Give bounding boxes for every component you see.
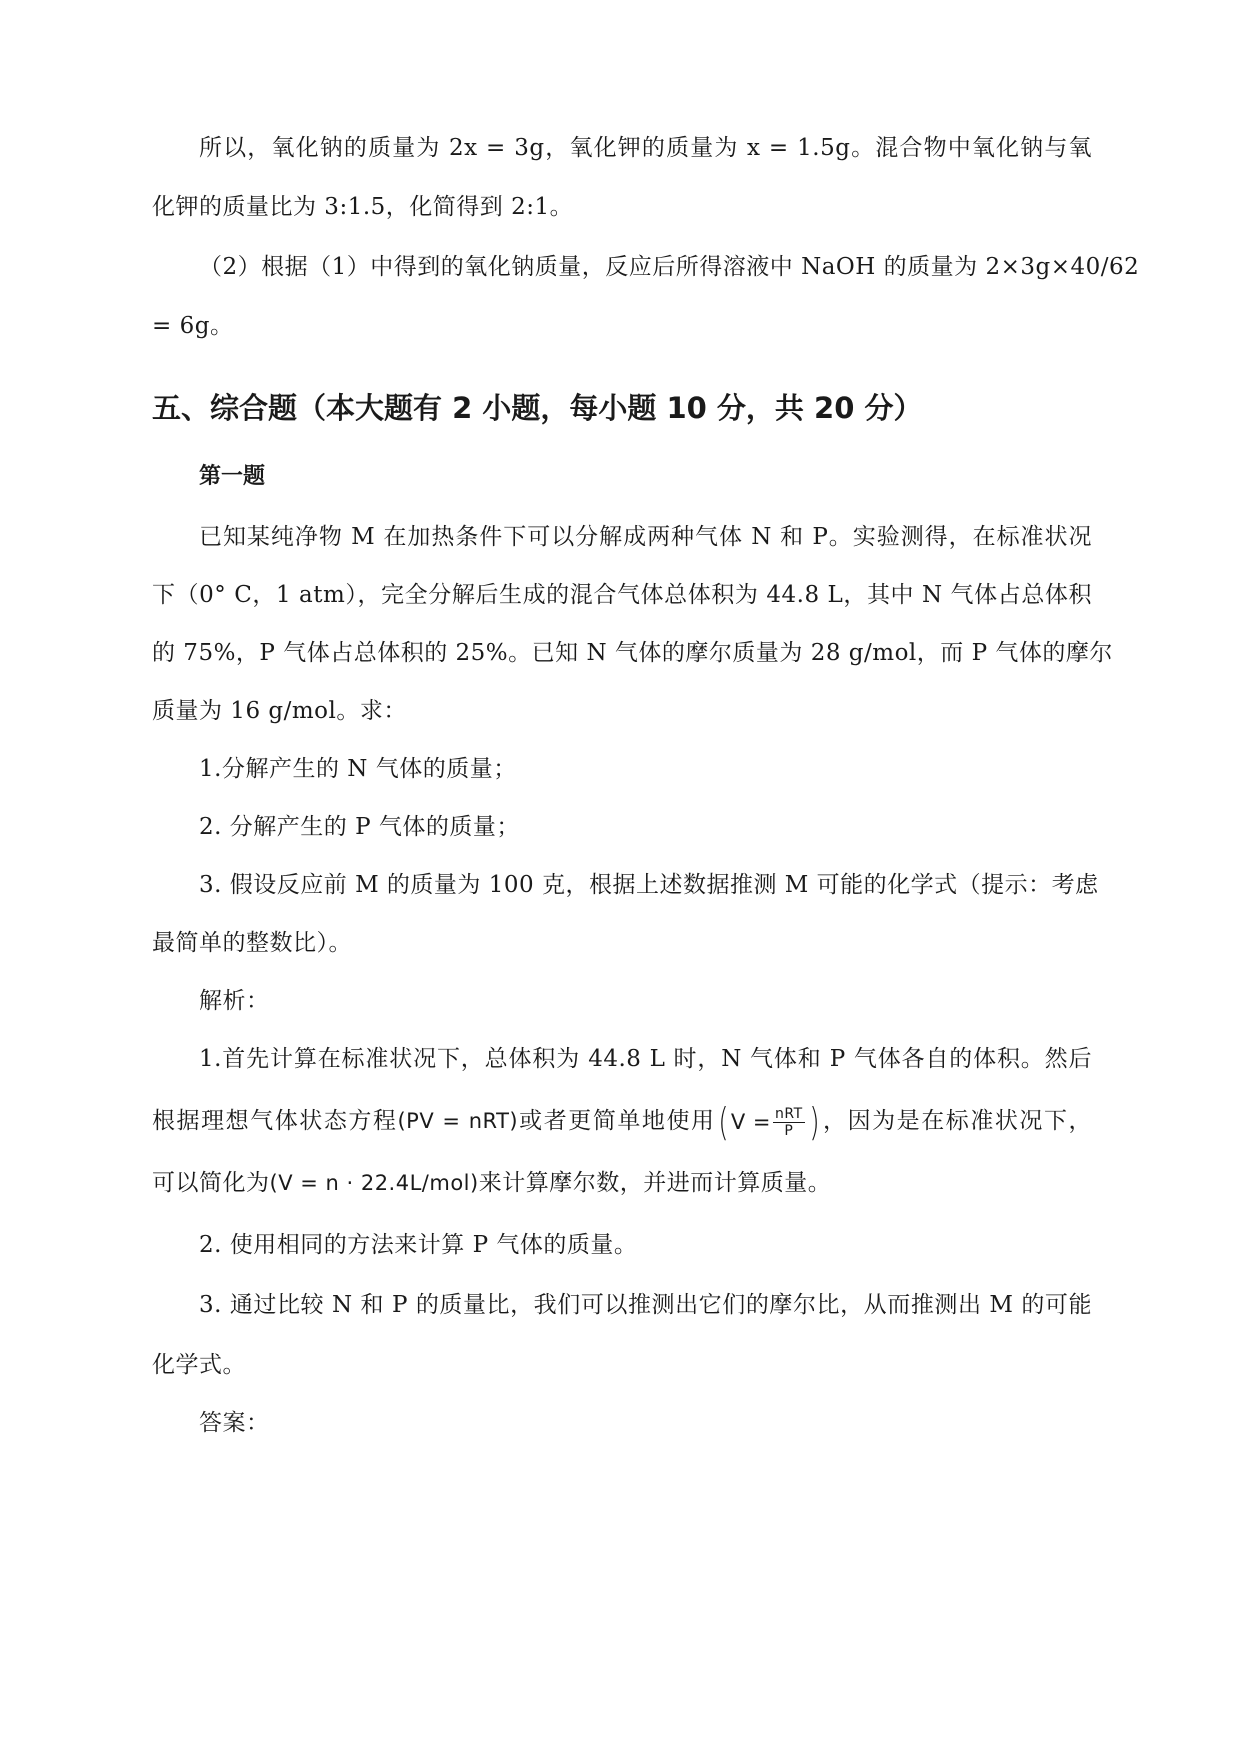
fraction-numerator: nRT — [775, 1105, 803, 1122]
answer-label: 答案： — [199, 1410, 270, 1436]
intro-part2-line1: （2）根据（1）中得到的氧化钠质量，反应后所得溶液中 NaOH 的质量为 2×3g×40/62 — [199, 254, 1140, 280]
fraction-denominator: P — [784, 1122, 794, 1139]
intro-part1-line1: 所以，氧化钠的质量为 2x = 3g，氧化钾的质量为 x = 1.5g。混合物中氧化钠与氧 — [199, 135, 1092, 161]
left-paren: ( — [717, 1100, 729, 1144]
analysis-step1-text-a: 根据理想气体状态方程 — [152, 1108, 398, 1134]
analysis-step1-line1: 1.首先计算在标准状况下，总体积为 44.8 L 时，N 气体和 P 气体各自的体积。然后 — [199, 1046, 1092, 1072]
right-paren: ) — [808, 1100, 820, 1144]
ideal-gas-formula: (PV = nRT) — [397, 1109, 519, 1133]
sub-question-3-line1: 3. 假设反应前 M 的质量为 100 克，根据上述数据推测 M 可能的化学式（提示：考虑 — [199, 872, 1099, 898]
question-text-line4: 质量为 16 g/mol。求： — [152, 698, 407, 724]
stp-volume-formula: (V = n · 22.4L/mol) — [269, 1171, 479, 1195]
volume-formula — [716, 1100, 822, 1144]
analysis-step1-text-b: 或者更简单地使用 — [518, 1108, 716, 1134]
analysis-step1-line3 — [152, 1166, 1092, 1200]
fraction — [773, 1106, 805, 1139]
sub-question-1: 1.分解产生的 N 气体的质量； — [199, 756, 517, 782]
intro-part2-line2: = 6g。 — [152, 313, 234, 339]
question-title: 第一题 — [199, 464, 266, 489]
intro-part1-line2: 化钾的质量比为 3:1.5，化简得到 2:1。 — [152, 194, 574, 220]
analysis-step3-line1: 3. 通过比较 N 和 P 的质量比，我们可以推测出它们的摩尔比，从而推测出 M 的可能 — [199, 1292, 1092, 1318]
analysis-label: 解析： — [199, 988, 270, 1014]
analysis-step2: 2. 使用相同的方法来计算 P 气体的质量。 — [199, 1232, 638, 1258]
analysis-step1-line2 — [152, 1100, 1092, 1144]
volume-formula-lhs: V = — [730, 1110, 772, 1134]
question-text-line1: 已知某纯净物 M 在加热条件下可以分解成两种气体 N 和 P。实验测得，在标准状况 — [199, 524, 1092, 550]
analysis-step1-text-c: ，因为是在标准状况下， — [821, 1108, 1092, 1134]
question-text-line3: 的 75%，P 气体占总体积的 25%。已知 N 气体的摩尔质量为 28 g/mol，而 P 气体的摩尔 — [152, 640, 1113, 666]
analysis-step3-line2: 化学式。 — [152, 1352, 246, 1378]
sub-question-2: 2. 分解产生的 P 气体的质量； — [199, 814, 520, 840]
analysis-step1-line3-text-a: 可以简化为 — [152, 1170, 270, 1196]
question-text-line2: 下（0° C，1 atm），完全分解后生成的混合气体总体积为 44.8 L，其中 N 气体占总体积 — [152, 582, 1092, 608]
section-heading: 五、综合题（本大题有 2 小题，每小题 10 分，共 20 分） — [152, 391, 923, 425]
sub-question-3-line2: 最简单的整数比）。 — [152, 930, 352, 956]
analysis-step1-line3-text-b: 来计算摩尔数，并进而计算质量。 — [478, 1170, 832, 1196]
